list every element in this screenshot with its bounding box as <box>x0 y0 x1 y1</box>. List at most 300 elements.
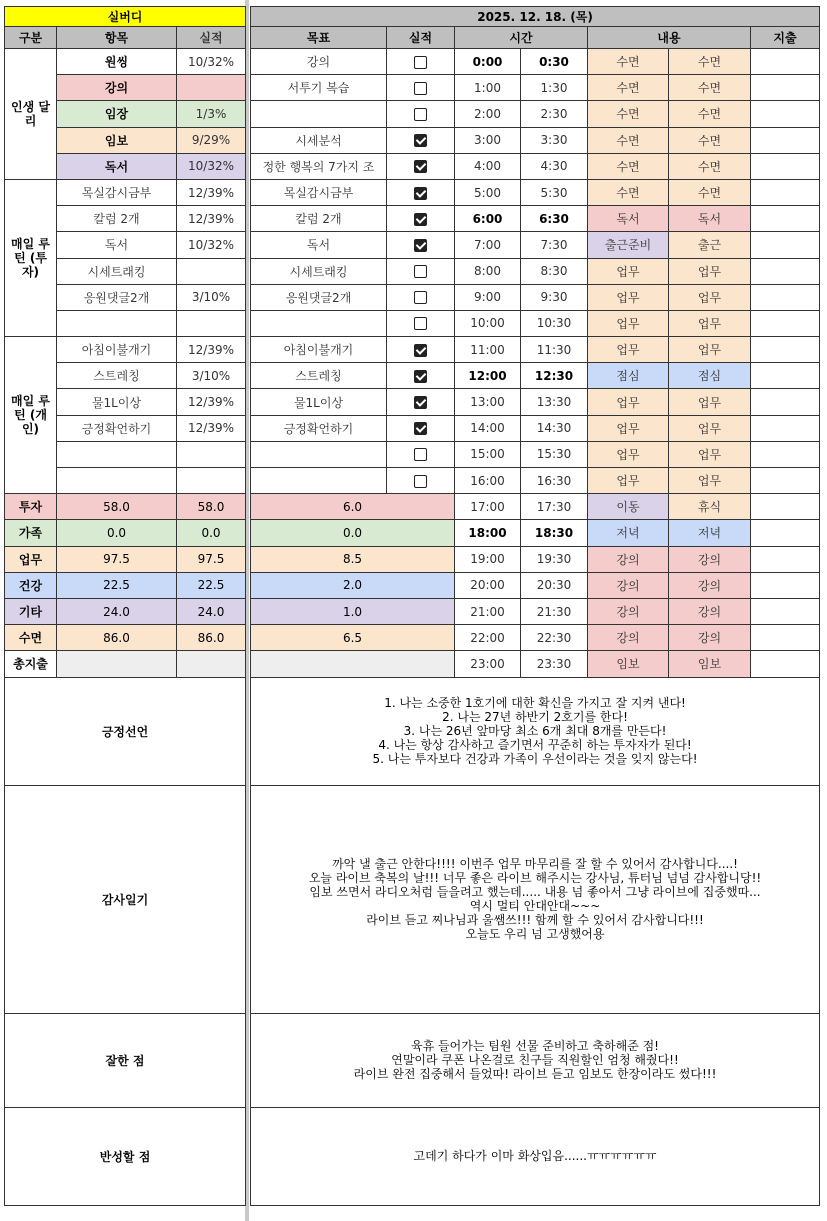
checkbox-unchecked[interactable] <box>414 56 427 69</box>
checkbox-unchecked[interactable] <box>414 448 427 461</box>
right-panel <box>250 6 820 1206</box>
right-row <box>251 206 820 232</box>
item-cell: 시세트래킹 <box>57 258 177 284</box>
group-label: 매일 루틴 (개인) <box>5 337 57 494</box>
checkbox-unchecked[interactable] <box>414 108 427 121</box>
summary-label: 투자 <box>5 494 57 520</box>
expense-cell[interactable] <box>751 598 820 624</box>
goal-cell[interactable]: 칼럼 2개 <box>251 206 387 232</box>
text-line: 연말이라 쿠폰 나온걸로 친구들 직원할인 엄청 해줬다!! <box>391 1053 679 1067</box>
summary-target-value: 2.0 <box>251 572 455 598</box>
title-row <box>5 7 246 27</box>
result-cell: 9/29% <box>177 127 246 153</box>
expense-cell[interactable] <box>751 546 820 572</box>
section-row <box>251 1013 820 1107</box>
time-end: 11:30 <box>521 337 588 363</box>
time-end: 3:30 <box>521 127 588 153</box>
schedule-cell[interactable]: 수면 <box>669 153 751 179</box>
result-checkbox-cell <box>387 441 455 467</box>
expense-cell[interactable] <box>751 625 820 651</box>
schedule-cell[interactable]: 강의 <box>669 625 751 651</box>
text-line: 2. 나는 27년 하반기 2호기를 한다! <box>442 710 628 724</box>
expense-cell[interactable] <box>751 101 820 127</box>
time-start: 16:00 <box>455 468 521 494</box>
section-row <box>5 1107 246 1205</box>
time-end: 6:30 <box>521 206 588 232</box>
right-row <box>251 284 820 310</box>
goal-cell[interactable]: 아침이불개기 <box>251 337 387 363</box>
time-start: 0:00 <box>455 49 521 75</box>
schedule-cell[interactable]: 업무 <box>588 337 669 363</box>
schedule-cell[interactable]: 수면 <box>669 101 751 127</box>
text-line: 1. 나는 소중한 1호기에 대한 확신을 가지고 잘 지켜 낸다! <box>384 696 686 710</box>
time-start: 10:00 <box>455 310 521 336</box>
item-cell: 물1L이상 <box>57 389 177 415</box>
left-row <box>5 179 246 205</box>
date-row <box>251 7 820 27</box>
result-checkbox-cell <box>387 127 455 153</box>
section-row <box>251 677 820 785</box>
summary-value-b <box>177 651 246 677</box>
result-cell: 10/32% <box>177 49 246 75</box>
right-row <box>251 75 820 101</box>
left-panel <box>4 6 246 1206</box>
summary-target-value: 8.5 <box>251 546 455 572</box>
section-row <box>251 785 820 1013</box>
expense-cell[interactable] <box>751 153 820 179</box>
time-end: 19:30 <box>521 546 588 572</box>
schedule-cell[interactable]: 강의 <box>588 572 669 598</box>
goal-cell[interactable]: 스트레칭 <box>251 363 387 389</box>
summary-value-b: 22.5 <box>177 572 246 598</box>
checkbox-checked[interactable] <box>414 160 427 173</box>
time-end: 23:30 <box>521 651 588 677</box>
checkbox-unchecked[interactable] <box>414 291 427 304</box>
schedule-cell[interactable]: 업무 <box>669 337 751 363</box>
expense-cell[interactable] <box>751 127 820 153</box>
time-start: 17:00 <box>455 494 521 520</box>
item-cell: 목실감시금부 <box>57 179 177 205</box>
goal-cell[interactable] <box>251 101 387 127</box>
time-start: 20:00 <box>455 572 521 598</box>
schedule-cell[interactable]: 수면 <box>669 179 751 205</box>
goal-cell[interactable] <box>251 310 387 336</box>
schedule-cell[interactable]: 강의 <box>669 546 751 572</box>
expense-cell[interactable] <box>751 651 820 677</box>
time-start: 18:00 <box>455 520 521 546</box>
result-checkbox-cell <box>387 179 455 205</box>
item-cell: 원씽 <box>57 49 177 75</box>
item-cell: 임장 <box>57 101 177 127</box>
affirmation-label: 긍정선언 <box>5 677 246 785</box>
schedule-cell[interactable]: 업무 <box>669 258 751 284</box>
goal-cell[interactable]: 목실감시금부 <box>251 179 387 205</box>
time-end: 18:30 <box>521 520 588 546</box>
right-summary-row <box>251 520 820 546</box>
schedule-cell[interactable]: 수면 <box>669 49 751 75</box>
schedule-cell[interactable]: 점심 <box>588 363 669 389</box>
gratitude-label: 감사일기 <box>5 785 246 1013</box>
item-cell <box>57 310 177 336</box>
item-cell: 임보 <box>57 127 177 153</box>
schedule-cell[interactable]: 임보 <box>588 651 669 677</box>
goal-cell[interactable] <box>251 441 387 467</box>
schedule-cell[interactable]: 업무 <box>588 415 669 441</box>
summary-value-a: 86.0 <box>57 625 177 651</box>
good-points-text <box>251 1013 820 1107</box>
schedule-cell[interactable]: 독서 <box>669 206 751 232</box>
right-row <box>251 441 820 467</box>
result-cell: 1/3% <box>177 101 246 127</box>
expense-cell[interactable] <box>751 206 820 232</box>
expense-cell[interactable] <box>751 415 820 441</box>
schedule-cell[interactable]: 이동 <box>588 494 669 520</box>
right-summary-row <box>251 598 820 624</box>
category-header: 구분 <box>5 27 57 49</box>
schedule-cell[interactable]: 독서 <box>588 206 669 232</box>
reflection-label: 반성할 점 <box>5 1107 246 1205</box>
summary-label: 수면 <box>5 625 57 651</box>
schedule-cell[interactable]: 업무 <box>669 441 751 467</box>
time-end: 0:30 <box>521 49 588 75</box>
time-start: 3:00 <box>455 127 521 153</box>
right-row <box>251 468 820 494</box>
schedule-cell[interactable]: 강의 <box>669 598 751 624</box>
text-line: 4. 나는 항상 감사하고 즐기면서 꾸준히 하는 투자자가 된다! <box>378 738 692 752</box>
right-row <box>251 101 820 127</box>
item-cell: 칼럼 2개 <box>57 206 177 232</box>
result-checkbox-cell <box>387 206 455 232</box>
item-cell: 독서 <box>57 232 177 258</box>
time-start: 21:00 <box>455 598 521 624</box>
schedule-cell[interactable]: 강의 <box>588 598 669 624</box>
goal-cell[interactable]: 물1L이상 <box>251 389 387 415</box>
schedule-cell[interactable]: 수면 <box>669 75 751 101</box>
expense-cell[interactable] <box>751 75 820 101</box>
summary-value-b: 97.5 <box>177 546 246 572</box>
schedule-cell[interactable]: 업무 <box>669 310 751 336</box>
result-cell <box>177 75 246 101</box>
right-row <box>251 389 820 415</box>
goal-cell[interactable]: 긍정확언하기 <box>251 415 387 441</box>
schedule-cell[interactable]: 업무 <box>669 415 751 441</box>
expense-cell[interactable] <box>751 520 820 546</box>
time-end: 8:30 <box>521 258 588 284</box>
summary-value-a: 97.5 <box>57 546 177 572</box>
summary-row <box>5 546 246 572</box>
result-checkbox-cell <box>387 310 455 336</box>
text-line: 5. 나는 투자보다 건강과 가족이 우선이라는 것을 잊지 않는다! <box>372 752 698 766</box>
expense-cell[interactable] <box>751 468 820 494</box>
section-row <box>5 1013 246 1107</box>
summary-target-value: 1.0 <box>251 598 455 624</box>
right-summary-row <box>251 651 820 677</box>
schedule-cell[interactable]: 수면 <box>588 49 669 75</box>
header-row <box>5 27 246 49</box>
checkbox-unchecked[interactable] <box>414 82 427 95</box>
result-cell <box>177 441 246 467</box>
summary-target-value <box>251 651 455 677</box>
result-checkbox-cell <box>387 337 455 363</box>
checkbox-checked[interactable] <box>414 213 427 226</box>
result-cell: 10/32% <box>177 232 246 258</box>
gratitude-text <box>251 785 820 1013</box>
time-end: 10:30 <box>521 310 588 336</box>
schedule-cell[interactable]: 출근 <box>669 232 751 258</box>
item-cell: 응원댓글2개 <box>57 284 177 310</box>
time-start: 23:00 <box>455 651 521 677</box>
time-start: 12:00 <box>455 363 521 389</box>
schedule-cell[interactable]: 저녁 <box>588 520 669 546</box>
text-line: 오늘도 우리 넘 고생했어용 <box>465 927 605 941</box>
expense-cell[interactable] <box>751 441 820 467</box>
goal-cell[interactable]: 시세트래킹 <box>251 258 387 284</box>
schedule-cell[interactable]: 수면 <box>588 179 669 205</box>
schedule-cell[interactable]: 수면 <box>588 127 669 153</box>
result-cell: 12/39% <box>177 389 246 415</box>
result-cell: 12/39% <box>177 337 246 363</box>
result-checkbox-cell <box>387 468 455 494</box>
item-cell: 스트레칭 <box>57 363 177 389</box>
result-checkbox-cell <box>387 153 455 179</box>
summary-label: 총지출 <box>5 651 57 677</box>
schedule-cell[interactable]: 업무 <box>669 389 751 415</box>
schedule-cell[interactable]: 업무 <box>588 284 669 310</box>
checkbox-checked[interactable] <box>414 370 427 383</box>
right-row <box>251 310 820 336</box>
time-end: 21:30 <box>521 598 588 624</box>
right-row <box>251 337 820 363</box>
group-label: 인생 달리 <box>5 49 57 180</box>
schedule-cell[interactable]: 업무 <box>588 258 669 284</box>
expense-cell[interactable] <box>751 284 820 310</box>
schedule-cell[interactable]: 강의 <box>588 625 669 651</box>
text-line: 육휴 들어가는 팀원 선물 준비하고 축하해준 점! <box>411 1039 659 1053</box>
schedule-cell[interactable]: 강의 <box>669 572 751 598</box>
left-row <box>5 337 246 363</box>
time-end: 12:30 <box>521 363 588 389</box>
time-end: 5:30 <box>521 179 588 205</box>
right-row <box>251 127 820 153</box>
time-start: 4:00 <box>455 153 521 179</box>
summary-row <box>5 520 246 546</box>
time-end: 14:30 <box>521 415 588 441</box>
schedule-cell[interactable]: 수면 <box>588 153 669 179</box>
schedule-cell[interactable]: 수면 <box>669 127 751 153</box>
result-cell: 12/39% <box>177 179 246 205</box>
text-line: 임보 쓰면서 라디오처럼 들을려고 했는데..... 내용 넘 좋아서 그냥 라이브에 집중했따... <box>309 885 761 899</box>
header-row <box>251 27 820 49</box>
result-cell <box>177 468 246 494</box>
expense-cell[interactable] <box>751 310 820 336</box>
schedule-cell[interactable]: 업무 <box>588 310 669 336</box>
item-cell: 독서 <box>57 153 177 179</box>
result-header: 실적 <box>387 27 455 49</box>
checkbox-checked[interactable] <box>414 239 427 252</box>
time-start: 11:00 <box>455 337 521 363</box>
item-cell <box>57 468 177 494</box>
goal-cell[interactable]: 서투기 복습 <box>251 75 387 101</box>
expense-cell[interactable] <box>751 337 820 363</box>
expense-cell[interactable] <box>751 494 820 520</box>
expense-cell[interactable] <box>751 258 820 284</box>
goal-header: 목표 <box>251 27 387 49</box>
schedule-cell[interactable]: 출근준비 <box>588 232 669 258</box>
right-row <box>251 363 820 389</box>
text-line: 라이브 듣고 찌나님과 울쌤쓰!!! 함께 할 수 있어서 감사합니다!!! <box>366 913 704 927</box>
summary-row <box>5 598 246 624</box>
expense-cell[interactable] <box>751 49 820 75</box>
time-end: 22:30 <box>521 625 588 651</box>
result-cell <box>177 310 246 336</box>
left-row <box>5 49 246 75</box>
section-row <box>5 785 246 1013</box>
schedule-cell[interactable]: 저녁 <box>669 520 751 546</box>
summary-row <box>5 494 246 520</box>
time-start: 9:00 <box>455 284 521 310</box>
goal-cell[interactable]: 시세분석 <box>251 127 387 153</box>
section-row <box>251 1107 820 1205</box>
time-start: 22:00 <box>455 625 521 651</box>
summary-row <box>5 625 246 651</box>
time-end: 7:30 <box>521 232 588 258</box>
schedule-cell[interactable]: 업무 <box>588 468 669 494</box>
result-checkbox-cell <box>387 258 455 284</box>
time-start: 13:00 <box>455 389 521 415</box>
goal-cell[interactable]: 응원댓글2개 <box>251 284 387 310</box>
time-start: 19:00 <box>455 546 521 572</box>
result-checkbox-cell <box>387 232 455 258</box>
right-row <box>251 179 820 205</box>
item-cell: 강의 <box>57 75 177 101</box>
summary-value-b: 24.0 <box>177 598 246 624</box>
summary-value-a: 58.0 <box>57 494 177 520</box>
goal-cell[interactable]: 정한 행복의 7가지 조 <box>251 153 387 179</box>
text-line: 라이브 완전 집중해서 들었따! 라이브 듣고 임보도 한장이라도 썼다!!! <box>353 1067 717 1081</box>
schedule-cell[interactable]: 수면 <box>588 101 669 127</box>
expense-cell[interactable] <box>751 179 820 205</box>
checkbox-unchecked[interactable] <box>414 265 427 278</box>
affirmations-text <box>251 677 820 785</box>
result-header: 실적 <box>177 27 246 49</box>
result-checkbox-cell <box>387 363 455 389</box>
reflection-text: 고데기 하다가 이마 화상입음......ㅠㅠㅠㅠㅠㅠ <box>251 1107 820 1205</box>
time-start: 7:00 <box>455 232 521 258</box>
expense-cell[interactable] <box>751 572 820 598</box>
right-row <box>251 415 820 441</box>
schedule-cell[interactable]: 수면 <box>588 75 669 101</box>
summary-value-b: 58.0 <box>177 494 246 520</box>
planner-date: 2025. 12. 18. (목) <box>251 7 820 27</box>
summary-value-a: 24.0 <box>57 598 177 624</box>
time-start: 1:00 <box>455 75 521 101</box>
checkbox-unchecked[interactable] <box>414 475 427 488</box>
item-cell: 긍정확언하기 <box>57 415 177 441</box>
item-cell: 아침이불개기 <box>57 337 177 363</box>
text-line: 3. 나는 26년 앞마당 최소 6개 최대 8개를 만든다! <box>403 724 667 738</box>
result-cell: 3/10% <box>177 284 246 310</box>
schedule-cell[interactable]: 업무 <box>588 389 669 415</box>
result-checkbox-cell <box>387 415 455 441</box>
time-end: 17:30 <box>521 494 588 520</box>
schedule-cell[interactable]: 점심 <box>669 363 751 389</box>
schedule-cell[interactable]: 업무 <box>588 441 669 467</box>
text-line: 오늘 라이브 축복의 날!!! 너무 좋은 라이브 해주시는 강사님, 튜터님 넘넘 감사합니당!! <box>308 871 762 885</box>
result-checkbox-cell <box>387 389 455 415</box>
result-checkbox-cell <box>387 284 455 310</box>
item-cell <box>57 441 177 467</box>
right-summary-row <box>251 494 820 520</box>
time-start: 6:00 <box>455 206 521 232</box>
goal-cell[interactable]: 강의 <box>251 49 387 75</box>
time-end: 20:30 <box>521 572 588 598</box>
schedule-cell[interactable]: 업무 <box>669 468 751 494</box>
time-start: 15:00 <box>455 441 521 467</box>
item-header: 항목 <box>57 27 177 49</box>
result-cell: 12/39% <box>177 415 246 441</box>
time-header: 시간 <box>455 27 588 49</box>
time-end: 16:30 <box>521 468 588 494</box>
good-points-label: 잘한 점 <box>5 1013 246 1107</box>
time-end: 1:30 <box>521 75 588 101</box>
checkbox-unchecked[interactable] <box>414 317 427 330</box>
time-start: 8:00 <box>455 258 521 284</box>
right-row <box>251 49 820 75</box>
summary-label: 기타 <box>5 598 57 624</box>
expense-cell[interactable] <box>751 232 820 258</box>
right-row <box>251 258 820 284</box>
expense-cell[interactable] <box>751 363 820 389</box>
result-checkbox-cell <box>387 101 455 127</box>
checkbox-checked[interactable] <box>414 344 427 357</box>
schedule-cell[interactable]: 휴식 <box>669 494 751 520</box>
schedule-cell[interactable]: 임보 <box>669 651 751 677</box>
result-checkbox-cell <box>387 75 455 101</box>
checkbox-checked[interactable] <box>414 187 427 200</box>
goal-cell[interactable]: 독서 <box>251 232 387 258</box>
right-row <box>251 232 820 258</box>
text-line: 역시 멀티 안대안대~~~ <box>469 899 601 913</box>
summary-target-value: 6.0 <box>251 494 455 520</box>
goal-cell[interactable] <box>251 468 387 494</box>
schedule-cell[interactable]: 업무 <box>669 284 751 310</box>
right-summary-row <box>251 625 820 651</box>
summary-row <box>5 572 246 598</box>
result-cell: 3/10% <box>177 363 246 389</box>
checkbox-checked[interactable] <box>414 422 427 435</box>
expense-header: 지출 <box>751 27 820 49</box>
result-cell: 12/39% <box>177 206 246 232</box>
summary-value-a <box>57 651 177 677</box>
planner-title: 실버디 <box>5 7 246 27</box>
time-start: 2:00 <box>455 101 521 127</box>
summary-value-a: 22.5 <box>57 572 177 598</box>
schedule-cell[interactable]: 강의 <box>588 546 669 572</box>
right-row <box>251 153 820 179</box>
summary-label: 건강 <box>5 572 57 598</box>
time-start: 14:00 <box>455 415 521 441</box>
section-row <box>5 677 246 785</box>
summary-label: 업무 <box>5 546 57 572</box>
summary-target-value: 0.0 <box>251 520 455 546</box>
right-summary-row <box>251 546 820 572</box>
time-end: 2:30 <box>521 101 588 127</box>
checkbox-checked[interactable] <box>414 134 427 147</box>
checkbox-checked[interactable] <box>414 396 427 409</box>
summary-value-b: 86.0 <box>177 625 246 651</box>
time-start: 5:00 <box>455 179 521 205</box>
expense-cell[interactable] <box>751 389 820 415</box>
